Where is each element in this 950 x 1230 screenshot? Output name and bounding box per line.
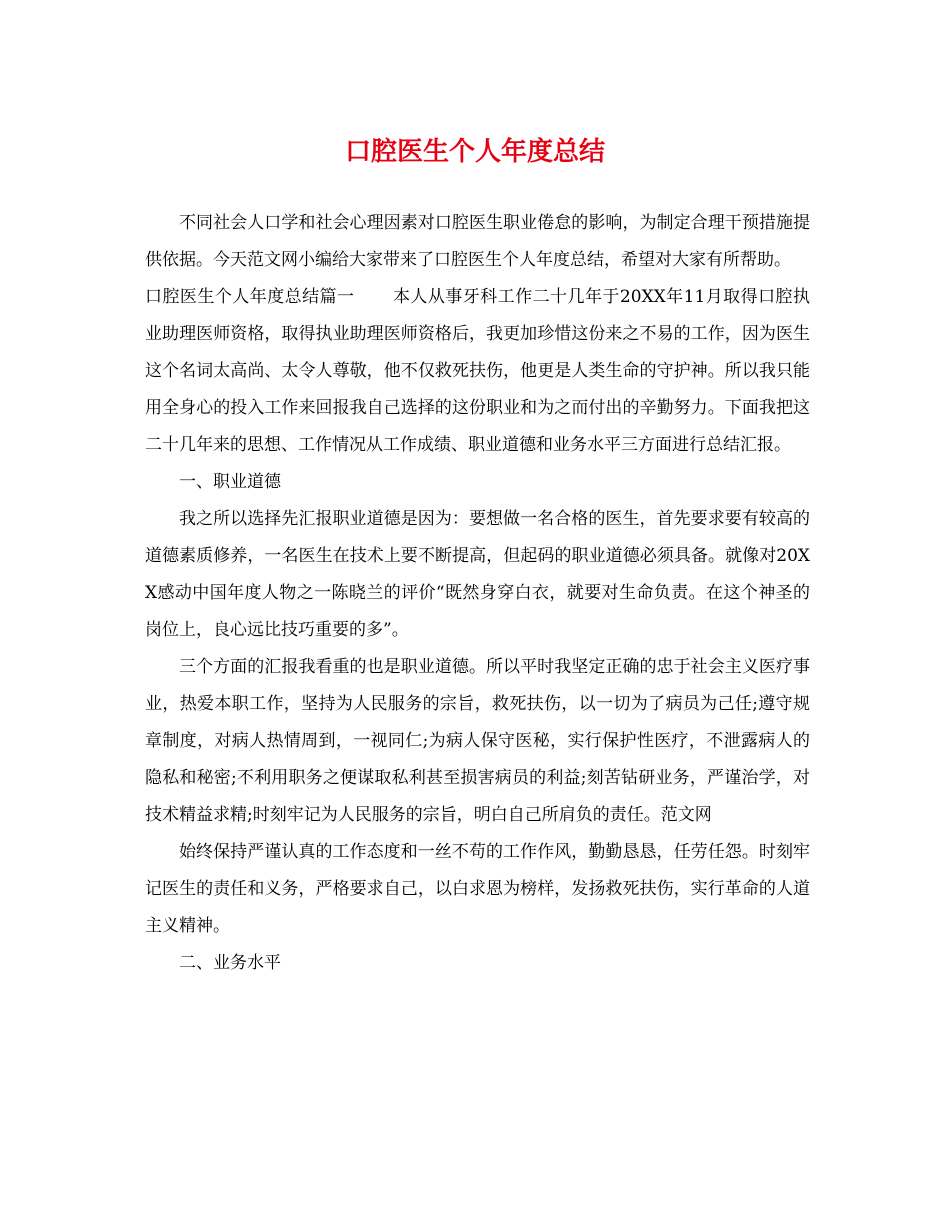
section-heading-ethics: 一、职业道德	[179, 472, 281, 492]
ethics-paragraph-2: 三个方面的汇报我看重的也是职业道德。所以平时我坚定正确的忠于社会主义医疗事业，热爱本职工作，坚持为人民服务的宗旨，救死扶伤，以一切为了病员为己任;遵守规章制度，对病人热情周到，一视同仁;为病人保守医秘，实行保护性医疗，不泄露病人的隐私和秘密;不利用职务之便谋取私利甚至损害病员的利益;刻苦钻研业务，严谨治学，对技术精益求精;时刻牢记为人民服务的宗旨，明白自己所肩负的责任。范文网	[145, 657, 810, 825]
part1-heading: 口腔医生个人年度总结篇一	[145, 287, 355, 307]
section-heading-skill: 二、业务水平	[179, 953, 281, 973]
ethics-paragraph-3: 始终保持严谨认真的工作态度和一丝不苟的工作作风，勤勤恳恳，任劳任怨。时刻牢记医生的责任和义务，严格要求自己，以白求恩为榜样，发扬救死扶伤，实行革命的人道主义精神。	[145, 842, 810, 936]
part1-text: 本人从事牙科工作二十几年于20XX年11月取得口腔执业助理医师资格，取得执业助理医师资格后，我更加珍惜这份来之不易的工作，因为医生这个名词太高尚、太令人尊敬，他不仅救死扶伤，他更是人类生命的守护神。所以我只能用全身心的投入工作来回报我自己选择的这份职业和为之而付出的辛勤努力。下面我把这二十几年来的思想、工作情况从工作成绩、职业道德和业务水平三方面进行总结汇报。	[145, 287, 811, 455]
ethics-paragraph-1: 我之所以选择先汇报职业道德是因为：要想做一名合格的医生，首先要求要有较高的道德素质修养，一名医生在技术上要不断提高，但起码的职业道德必须具备。就像对20XX感动中国年度人物之一陈晓兰的评价“既然身穿白衣，就要对生命负责。在这个神圣的岗位上，良心远比技巧重要的多”。	[145, 509, 810, 640]
intro-paragraph: 不同社会人口学和社会心理因素对口腔医生职业倦怠的影响，为制定合理干预措施提供依据。今天范文网小编给大家带来了口腔医生个人年度总结，希望对大家有所帮助。	[145, 213, 810, 270]
part1-paragraph	[145, 279, 810, 464]
document-title: 口腔医生个人年度总结	[344, 137, 605, 167]
document-body	[145, 205, 810, 982]
